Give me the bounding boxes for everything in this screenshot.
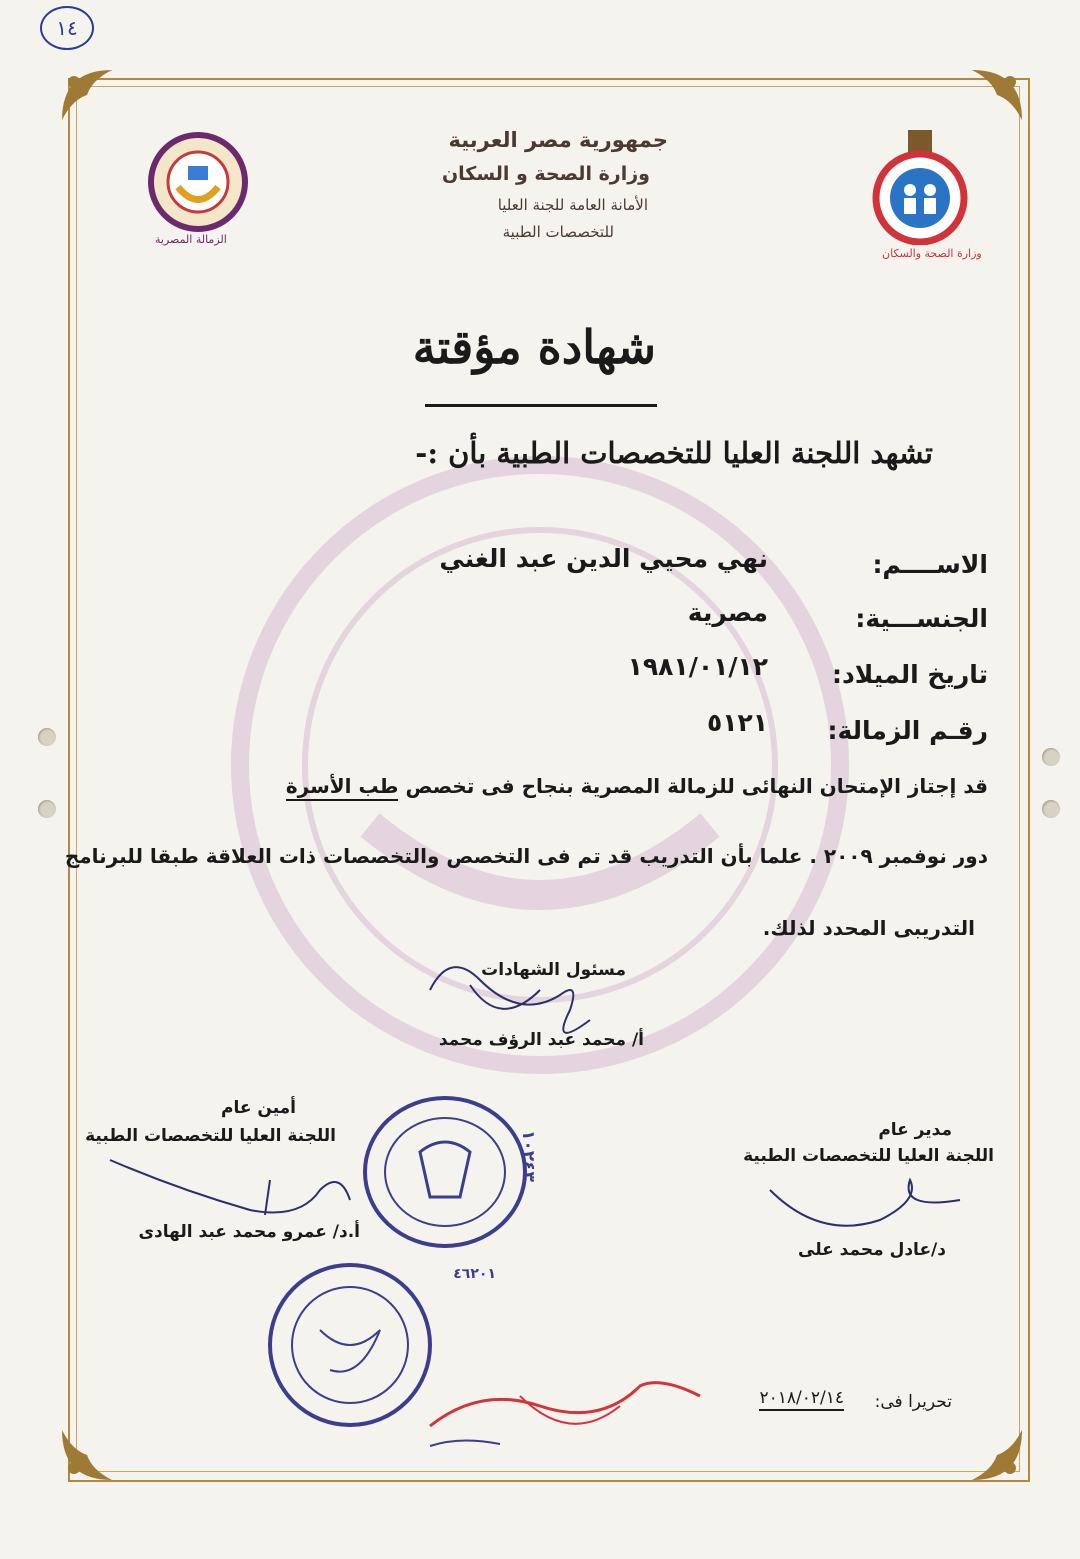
birthdate-value: ١٩٨١/٠١/١٢ <box>627 652 768 681</box>
name-value: نهي محيي الدين عبد الغني <box>439 544 768 573</box>
punch-hole <box>38 800 56 818</box>
ministry-logo-text: وزارة الصحة والسكان <box>882 247 982 260</box>
certificates-officer-name: أ/ محمد عبد الرؤف محمد <box>438 1030 644 1050</box>
punch-hole <box>38 728 56 746</box>
issue-date: ٢٠١٨/٠٢/١٤ <box>759 1388 844 1411</box>
round-stamp <box>260 1260 440 1430</box>
certificate-title: شهادة مؤقتة <box>412 320 656 374</box>
header-republic: جمهورية مصر العربية <box>448 128 668 152</box>
corner-ornament-top-left <box>52 60 126 134</box>
header-specialties: للتخصصات الطبية <box>502 223 614 241</box>
secretary-general-signature <box>100 1140 380 1230</box>
certificates-officer-title: مسئول الشهادات <box>481 960 626 980</box>
general-manager-name: د/عادل محمد على <box>798 1240 946 1260</box>
certificate-subtitle: تشهد اللجنة العليا للتخصصات الطبية بأن :- <box>415 436 933 470</box>
issue-label: تحريرا فى: <box>874 1392 952 1412</box>
body-line-2: دور نوفمبر ٢٠٠٩ . علما بأن التدريب قد تم فى التخصص والتخصصات ذات العلاقة طبقا للبرنامج <box>64 844 988 868</box>
name-label: الاســــم: <box>872 550 988 579</box>
serial-number: ٤٦٢٠١ <box>453 1266 496 1282</box>
general-manager-org: اللجنة العليا للتخصصات الطبية <box>743 1146 994 1166</box>
corner-ornament-top-right <box>958 60 1032 134</box>
red-signature <box>420 1366 720 1456</box>
header-secretariat: الأمانة العامة للجنة العليا <box>497 196 648 214</box>
body-line-1-text: قد إجتاز الإمتحان النهائى للزمالة المصرية بنجاح فى تخصص <box>405 774 988 798</box>
title-underline <box>425 404 657 407</box>
corner-ornament-bottom-left <box>52 1416 126 1490</box>
punch-hole <box>1042 748 1060 766</box>
fellowship-logo-text: الزمالة المصرية <box>155 233 227 246</box>
general-manager-title: مدير عام <box>878 1120 952 1140</box>
official-seal <box>360 1092 530 1252</box>
fellowship-number-label: رقـم الزمالة: <box>827 716 988 745</box>
body-line-1 <box>286 774 988 798</box>
nationality-value: مصرية <box>687 598 768 627</box>
punch-hole <box>1042 800 1060 818</box>
secretary-general-name: أ.د/ عمرو محمد عبد الهادى <box>138 1222 360 1242</box>
ministry-of-health-logo <box>870 130 970 245</box>
fellowship-logo <box>148 132 248 232</box>
nationality-label: الجنســـية: <box>855 604 988 633</box>
page-number: ١٤ <box>40 6 94 50</box>
header-ministry: وزارة الصحة و السكان <box>441 163 650 185</box>
secretary-general-title: أمين عام <box>221 1098 296 1118</box>
body-line-3: التدريبى المحدد لذلك. <box>762 916 975 940</box>
fellowship-number-value: ٥١٢١ <box>706 708 768 737</box>
corner-ornament-bottom-right <box>958 1416 1032 1490</box>
specialty: طب الأسرة <box>286 774 399 801</box>
stamp-number: ١٠٢٤٣ <box>518 1130 538 1182</box>
secretary-general-org: اللجنة العليا للتخصصات الطبية <box>85 1126 336 1146</box>
general-manager-signature <box>760 1160 980 1250</box>
birthdate-label: تاريخ الميلاد: <box>831 660 988 689</box>
